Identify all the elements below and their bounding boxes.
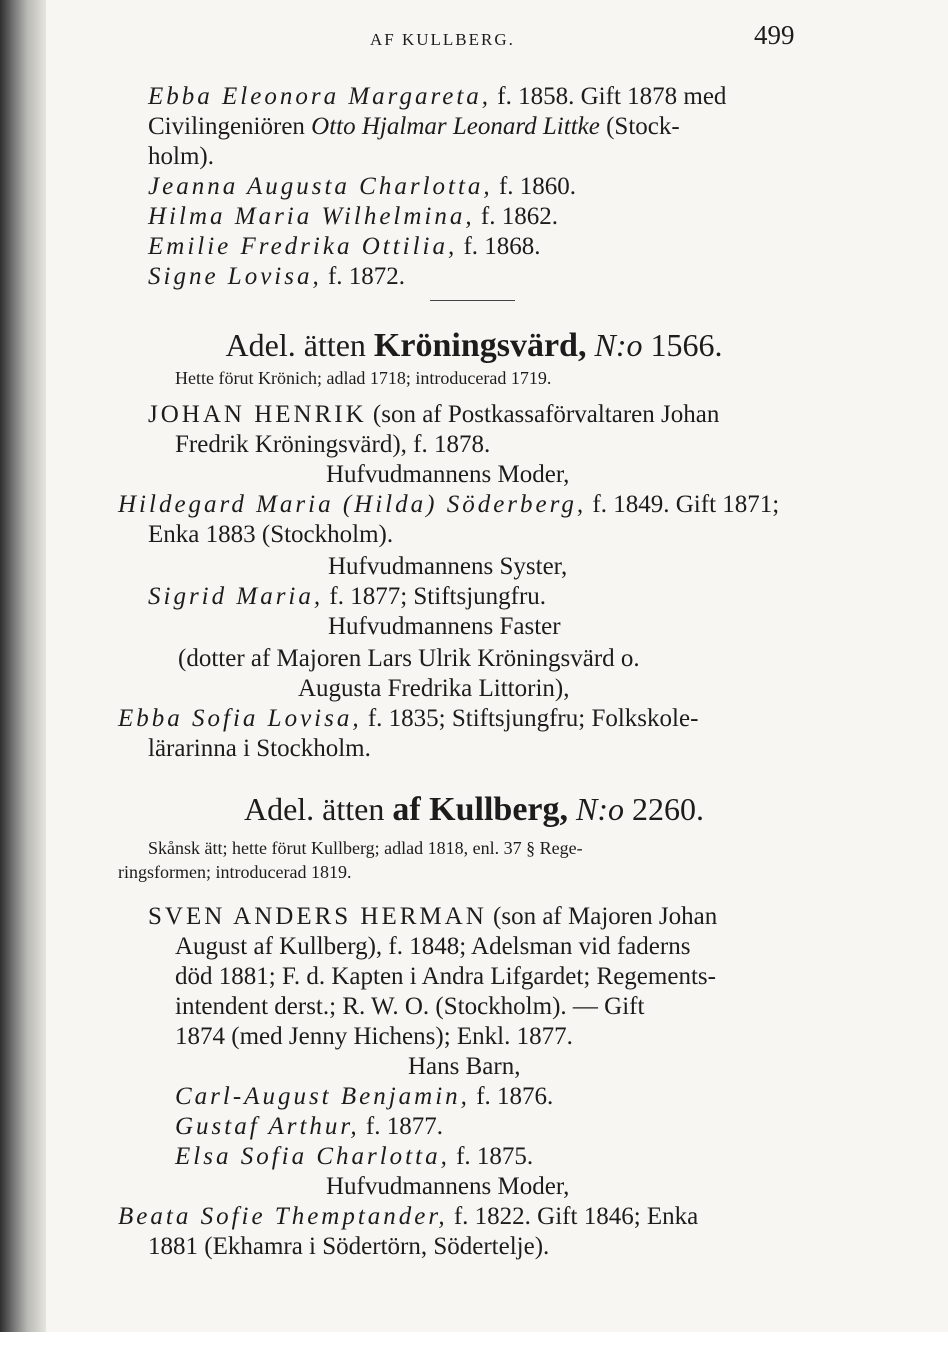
family-note: ringsformen; introducerad 1819.: [118, 862, 352, 882]
family-note: Skånsk ätt; hette förut Kullberg; adlad 1818, enl. 37 § Rege-: [148, 838, 583, 858]
entry-emilie-fredrika: Emilie Fredrika Ottilia, f. 1868.: [148, 233, 541, 260]
entry-line: död 1881; F. d. Kapten i Andra Lifgardet; Regements-: [175, 963, 716, 990]
subheading-syster: Hufvudmannens Syster,: [328, 553, 568, 580]
entry-hildegard-maria: Hildegard Maria (Hilda) Söderberg, f. 1849. Gift 1871;: [118, 491, 780, 518]
entry-beata-sofie: Beata Sofie Themptander, f. 1822. Gift 1846; Enka: [118, 1203, 699, 1230]
entry-line: lärarinna i Stockholm.: [148, 735, 371, 762]
book-spine-shadow: [0, 0, 46, 1332]
entry-line: August af Kullberg), f. 1848; Adelsman vid faderns: [175, 933, 691, 960]
entry-elsa-sofia: Elsa Sofia Charlotta, f. 1875.: [175, 1143, 534, 1170]
entry-line: Enka 1883 (Stockholm).: [148, 521, 394, 548]
heading-kroningsvard: Adel. ätten Kröningsvärd, N:o 1566.: [225, 327, 723, 364]
family-note: Hette förut Krönich; adlad 1718; introducerad 1719.: [175, 368, 552, 388]
entry-jeanna-augusta: Jeanna Augusta Charlotta, f. 1860.: [148, 173, 577, 200]
subheading-moder: Hufvudmannens Moder,: [326, 1173, 570, 1200]
entry-line: intendent derst.; R. W. O. (Stockholm). — Gift: [175, 993, 645, 1020]
heading-kullberg: Adel. ätten af Kullberg, N:o 2260.: [243, 791, 705, 828]
bottom-margin: [0, 1332, 948, 1352]
entry-johan-henrik: JOHAN HENRIK (son af Postkassaförvaltaren Johan: [148, 401, 720, 428]
entry-sigrid-maria: Sigrid Maria, f. 1877; Stiftsjungfru.: [148, 583, 547, 610]
entry-line: holm).: [148, 143, 214, 170]
running-head: AF KULLBERG.: [370, 30, 515, 49]
entry-line: 1874 (med Jenny Hichens); Enkl. 1877.: [175, 1023, 573, 1050]
entry-line: Augusta Fredrika Littorin),: [298, 675, 570, 702]
entry-gustaf-arthur: Gustaf Arthur, f. 1877.: [175, 1113, 443, 1140]
entry-line: Fredrik Kröningsvärd), f. 1878.: [175, 431, 491, 458]
subheading-faster: Hufvudmannens Faster: [328, 613, 561, 640]
subheading-barn: Hans Barn,: [408, 1053, 521, 1080]
entry-ebba-sofia: Ebba Sofia Lovisa, f. 1835; Stiftsjungfru; Folkskole-: [118, 705, 699, 732]
entry-hilma-maria: Hilma Maria Wilhelmina, f. 1862.: [148, 203, 558, 230]
section-divider: [430, 300, 515, 301]
entry-line: 1881 (Ekhamra i Södertörn, Södertelje).: [148, 1233, 550, 1260]
entry-carl-august: Carl-August Benjamin, f. 1876.: [175, 1083, 554, 1110]
entry-ebba-eleonora: Ebba Eleonora Margareta, f. 1858. Gift 1878 med: [148, 83, 727, 110]
entry-signe-lovisa: Signe Lovisa, f. 1872.: [148, 263, 406, 290]
page-number: 499: [754, 20, 795, 50]
subheading-moder: Hufvudmannens Moder,: [326, 461, 570, 488]
entry-line: (dotter af Majoren Lars Ulrik Kröningsvärd o.: [178, 645, 640, 672]
entry-sven-anders-herman: SVEN ANDERS HERMAN (son af Majoren Johan: [148, 903, 718, 930]
entry-line: Civilingeniören Otto Hjalmar Leonard Littke (Stock-: [148, 113, 680, 140]
